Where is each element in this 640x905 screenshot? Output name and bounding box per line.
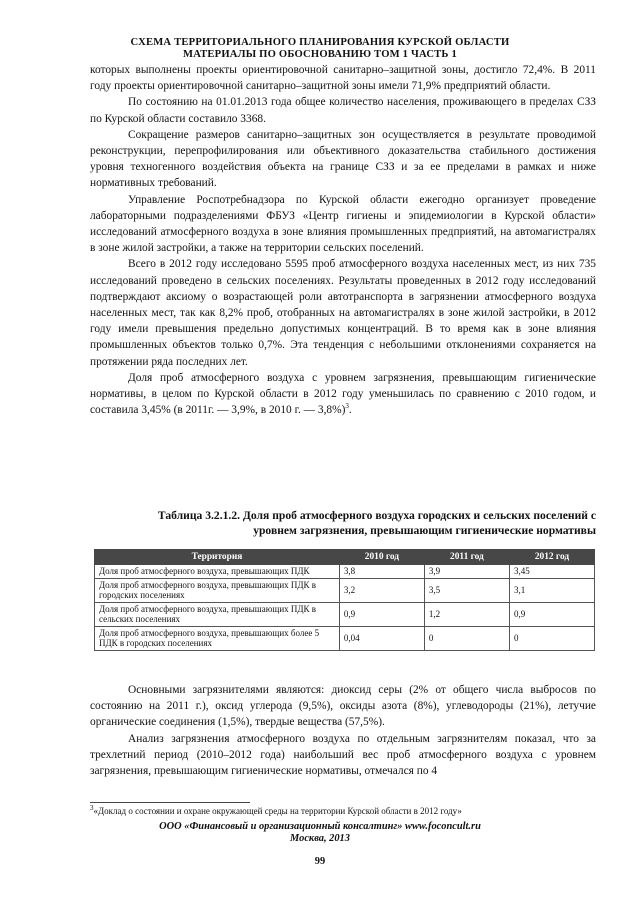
paragraph: По состоянию на 01.01.2013 года общее количество населения, проживающего в пределах СЗЗ по Курской области составило 3368.	[90, 96, 596, 125]
column-header-2012: 2012 год	[509, 550, 594, 565]
column-header-2011: 2011 год	[424, 550, 509, 565]
footer-company: ООО «Финансовый и организационный консалтинг» www.foconcult.ru	[159, 821, 481, 832]
table-cell: Доля проб атмосферного воздуха, превышающих ПДК	[95, 565, 340, 579]
page-number: 99	[314, 856, 326, 867]
page-header	[0, 37, 640, 61]
main-text	[90, 62, 596, 418]
paragraph: Доля проб атмосферного воздуха с уровнем загрязнения, превышающим гигиенические нормативы, в целом по Курской области в 2012 году уменьшилась по сравнению с 2010 годом, и составила 3,45% (в 2011г. — 3,9%, в 2010 г. — 3,8%)$^3$.	[90, 371, 596, 417]
table-row	[95, 602, 595, 626]
table-cell: 3,1	[509, 578, 594, 602]
table-cell: 0	[424, 626, 509, 650]
table-row	[95, 626, 595, 650]
paragraph: Управление Роспотребнадзора по Курской области ежегодно организует проведение лабораторными подразделениями ФБУЗ «Центр гигиены и эпидемиологии в Курской области» исследований атмосферного воздуха в зоне влияния промышленных предприятий, на автомагистралях в зоне жилой застройки, а также на территории сельских поселений.	[90, 193, 596, 255]
footnote-mark: 3	[90, 804, 94, 812]
footnote-divider	[90, 802, 250, 803]
paragraph: Всего в 2012 году исследовано 5595 проб атмосферного воздуха населенных мест, из них 735 исследований проведено в сельских поселениях. Результаты проведенных в 2012 году исследований подтверждают аксиому о возрастающей роли автотранспорта в загрязнении атмосферного воздуха населенных мест, так как 8,2% проб, отобранных на автомагистралях в зоне жилой застройки, в 2012 году имели превышения предельно допустимых концентраций. В то время как в зоне влияния промышленных объектов только 0,7%. Эта тенденция с небольшими отклонениями сохраняется на протяжении ряда последних лет.	[90, 258, 596, 368]
table-cell: 3,8	[339, 565, 424, 579]
table-cell: 1,2	[424, 602, 509, 626]
table-cell: 3,45	[509, 565, 594, 579]
table-header-row	[95, 550, 595, 565]
footer-city-year: Москва, 2013	[290, 833, 350, 844]
column-header-territory: Территория	[95, 550, 340, 565]
table-cell: 3,2	[339, 578, 424, 602]
table-cell: Доля проб атмосферного воздуха, превышающих более 5 ПДК в городских поселениях	[95, 626, 340, 650]
table-cell: 0	[509, 626, 594, 650]
table-cell: 3,9	[424, 565, 509, 579]
data-table	[94, 549, 595, 651]
table-caption	[90, 508, 596, 538]
page-footer	[0, 821, 640, 845]
paragraph: которых выполнены проекты ориентировочной санитарно–защитной зоны, достигло 72,4%. В 2011 году проекты ориентировочной санитарно–защитной зоны имели 71,9% предприятий области.	[90, 64, 596, 93]
column-header-2010: 2010 год	[339, 550, 424, 565]
table-cell: 0,04	[339, 626, 424, 650]
paragraph: Основными загрязнителями являются: диоксид серы (2% от общего числа выбросов по состоянию на 2011 г.), оксид углерода (9,5%), оксиды азота (8%), углеводороды (21%), летучие органические соединения (1,5%), твердые вещества (57,5%).	[90, 684, 596, 729]
paragraph: Анализ загрязнения атмосферного воздуха по отдельным загрязнителям показал, что за трехлетний период (2010–2012 года) наибольший вес проб атмосферного воздуха с уровнем загрязнения, превышающим гигиенические нормативы, отмечался по 4	[90, 732, 596, 778]
footnote	[90, 806, 462, 817]
paragraph: Сокращение размеров санитарно–защитных зон осуществляется в результате проводимой реконструкции, перепрофилирования или объективного доказательства стабильного достижения уровня техногенного воздействия объекта на границе СЗЗ и за ее пределами в рамках и ниже нормативных требований.	[90, 128, 596, 190]
header-title: СХЕМА ТЕРРИТОРИАЛЬНОГО ПЛАНИРОВАНИЯ КУРСКОЙ ОБЛАСТИ	[130, 37, 510, 48]
table-cell: 0,9	[339, 602, 424, 626]
table-row	[95, 578, 595, 602]
footnote-ref: 3	[345, 402, 349, 411]
paragraph-text: Доля проб атмосферного воздуха с уровнем загрязнения, превышающим гигиенические нормативы, в целом по Курской области в 2012 году уменьшилась по сравнению с 2010 годом, и составила 3,45% (в 2011г. — 3,9%, в 2010 г. — 3,8%)	[90, 371, 596, 417]
table-caption-line: Таблица 3.2.1.2. Доля проб атмосферного воздуха городских и сельских поселений с	[157, 509, 596, 522]
table-cell: 0,9	[509, 602, 594, 626]
main-text-continued	[90, 682, 596, 779]
table-cell: 3,5	[424, 578, 509, 602]
header-subtitle: МАТЕРИАЛЫ ПО ОБОСНОВАНИЮ ТОМ 1 ЧАСТЬ 1	[183, 49, 457, 60]
table-row	[95, 565, 595, 579]
footnote-text: «Доклад о состоянии и охране окружающей среды на территории Курской области в 2012 году»	[93, 806, 462, 816]
table-cell: Доля проб атмосферного воздуха, превышающих ПДК в городских поселениях	[95, 578, 340, 602]
table-caption-line: уровнем загрязнения, превышающим гигиенические нормативы	[253, 524, 596, 537]
table-cell: Доля проб атмосферного воздуха, превышающих ПДК в сельских поселениях	[95, 602, 340, 626]
